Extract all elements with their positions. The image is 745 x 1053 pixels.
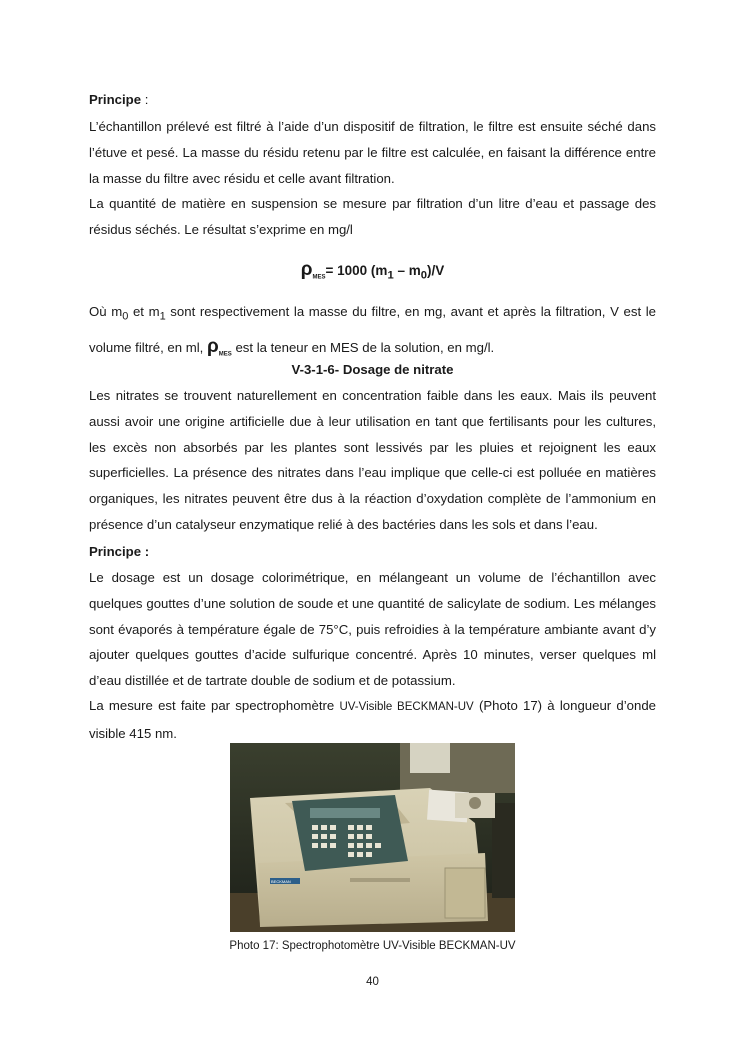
section-title: V-3-1-6- Dosage de nitrate — [291, 362, 454, 377]
sample-knob-icon — [469, 797, 481, 809]
photo-dark-right — [492, 803, 515, 898]
vars-text-d: est la teneur en MES de la solution, en mg/l. — [231, 339, 495, 355]
photo-window — [410, 743, 450, 773]
paragraph-filtration: L’échantillon prélevé est filtré à l’aide d’un dispositif de filtration, le filtre est ensuite séché dans l’étuve et pesé. La masse du résidu retenu par le filtre est calculée, en faisant la différence entre la masse du filtre avec résidu et celle avant filtration. — [89, 119, 656, 186]
photo-caption: Photo 17: Spectrophotomètre UV-Visible BECKMAN-UV — [229, 940, 516, 952]
formula-sub-1: 1 — [387, 269, 394, 282]
rho-symbol-inline: ρ — [207, 335, 219, 357]
page-number: 40 — [366, 976, 379, 988]
vars-sub-mes: MES — [218, 351, 232, 358]
control-panel — [292, 795, 408, 871]
rho-symbol: ρ — [300, 259, 313, 280]
formula-sub-0: 0 — [420, 269, 427, 282]
mesure-device: UV-Visible BECKMAN-UV — [339, 701, 474, 713]
paragraph-dosage: Le dosage est un dosage colorimétrique, en mélangeant un volume de l’échantillon avec quelques gouttes d’une solution de soude et une quantité de salicylate de sodium. Les mélanges sont évaporés à température égale de 75°C, puis refroidies à la température ambiante avant d’y ajouter quelques gouttes d’acide sulfurique concentré. Après 10 minutes, verser quelques ml d’eau distillée et de tartrate double de sodium et de potassium. — [89, 570, 656, 689]
formula-sub-mes: MES — [312, 274, 326, 281]
paragraph-mes-measure: La quantité de matière en suspension se mesure par filtration d’un litre d’eau et passage des résidus séchés. Le résultat s’exprime en mg/l — [89, 196, 656, 237]
vars-text-b: et m — [128, 304, 160, 319]
spectrophotometer-photo — [230, 743, 515, 932]
display-strip — [310, 808, 380, 818]
front-line — [350, 878, 410, 882]
paragraph-nitrates: Les nitrates se trouvent naturellement en concentration faible dans les eaux. Mais ils peuvent aussi avoir une origine artificielle due à leur utilisation en tant que fertilisants pour les cultures, les excès non absorbés par les plantes sont lessivés par les pluies et rejoignent les eaux superficielles. La présence des nitrates dans l’eau implique que celle-ci est polluée en matières organiques, les nitrates peuvent être dus à la réaction d’oxydation complète de l’ammonium en présence d’un catalyseur enzymatique relié à des bactéries dans les sols et dans l’eau. — [89, 388, 656, 532]
principe-heading-2: Principe : — [89, 544, 150, 559]
vars-sub-0: 0 — [122, 310, 129, 323]
formula-mes — [89, 259, 656, 282]
formula-tail: )/V — [426, 263, 445, 278]
principe-heading-1 — [89, 87, 656, 113]
mesure-text-c: (Photo 17) à longueur d’onde visible 415 nm. — [89, 698, 656, 741]
formula-dash: – m — [393, 263, 421, 278]
principe-colon: : — [141, 92, 149, 107]
paragraph-mesure — [89, 693, 656, 747]
sample-door — [445, 868, 485, 918]
brand-text: BECKMAN — [271, 879, 291, 884]
principe-label: Principe — [89, 92, 142, 107]
vars-sub-1: 1 — [159, 310, 166, 323]
formula-eq: = 1000 (m — [325, 263, 388, 278]
vars-text-a: Où m — [89, 304, 123, 319]
mesure-text-a: La mesure est faite par spectrophomètre — [89, 698, 340, 713]
vars-text-c: sont respectivement la masse du filtre, en mg, avant et après la filtration, V est le volume filtré, en ml, — [89, 304, 656, 355]
